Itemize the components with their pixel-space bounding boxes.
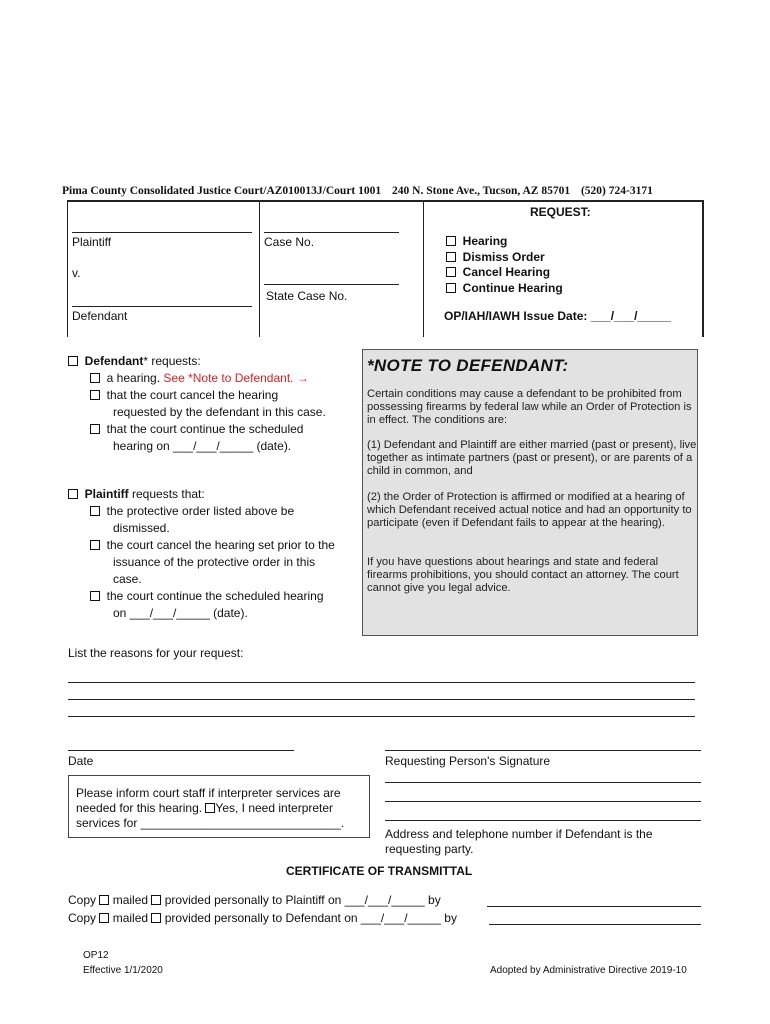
signature-label: Requesting Person's Signature xyxy=(385,754,551,768)
certificate-title: CERTIFICATE OF TRANSMITTAL xyxy=(286,864,473,878)
plaintiff-dismiss-text-2: dismissed. xyxy=(113,521,170,535)
state-case-no-label: State Case No. xyxy=(266,289,348,303)
versus-label: v. xyxy=(72,266,81,280)
defendant-requests: Defendant* requests: xyxy=(68,353,201,370)
court-phone: (520) 724-3171 xyxy=(580,185,653,197)
defendant-mailed-checkbox[interactable] xyxy=(99,913,109,923)
transmittal-plaintiff-row: Copy mailed provided personally to Plaintiff on ___/___/_____ by xyxy=(68,893,441,907)
defendant-personally-checkbox[interactable] xyxy=(151,913,161,923)
reasons-line-1[interactable] xyxy=(68,682,695,683)
case-no-label: Case No. xyxy=(264,235,315,249)
hearing-checkbox[interactable] xyxy=(446,236,456,246)
defendant-requests-checkbox[interactable] xyxy=(68,356,78,366)
interpreter-checkbox[interactable] xyxy=(205,803,215,813)
plaintiff-personally-checkbox[interactable] xyxy=(151,895,161,905)
note-title: *NOTE TO DEFENDANT: xyxy=(367,356,569,375)
request-option-continue[interactable]: Continue Hearing xyxy=(446,281,563,297)
note-paragraph-1: Certain conditions may cause a defendant to be prohibited from possessing firearms by federal law while an Order of Protection is in effect. The conditions are: xyxy=(367,388,692,426)
defendant-cancel-checkbox[interactable] xyxy=(90,390,100,400)
interpreter-text: Please inform court staff if interpreter services are needed for this hearing. Yes, I need interpreter services for ______________________________. xyxy=(76,786,345,830)
plaintiff-mailed-checkbox[interactable] xyxy=(99,895,109,905)
plaintiff-cancel-text-3: case. xyxy=(113,572,142,586)
caption-top-border xyxy=(67,200,703,202)
plaintiff-request-options: the protective order listed above be dismissed. the court cancel the hearing set prior to the issuance of the protective order in this case. the court continue the scheduled hearing on ___/___/_____ (date). xyxy=(90,503,335,622)
plaintiff-cancel-checkbox[interactable] xyxy=(90,540,100,550)
state-case-no-line[interactable] xyxy=(264,284,399,285)
defendant-request-options: a hearing. See *Note to Defendant. → that the court cancel the hearing requested by the defendant in this case. that the court continue the scheduled hearing on ___/___/_____ (date). xyxy=(90,370,326,455)
plaintiff-by-line[interactable] xyxy=(487,906,701,907)
caption-divider-2 xyxy=(423,200,424,337)
effective-date: Effective 1/1/2020 xyxy=(83,965,163,976)
court-header xyxy=(62,185,653,197)
reasons-line-3[interactable] xyxy=(68,716,695,717)
plaintiff-cancel-text-2: issuance of the protective order in this xyxy=(113,555,316,569)
plaintiff-continue-text-2: on ___/___/_____ (date). xyxy=(113,606,248,620)
interpreter-line-3[interactable]: services for ______________________________. xyxy=(76,816,345,830)
note-paragraph-2: (1) Defendant and Plaintiff are either married (past or present), live together as intimate partners (past or present), or are parents of a child in common, and xyxy=(367,439,697,477)
see-note-link: See *Note to Defendant. → xyxy=(163,371,309,385)
plaintiff-requests: Plaintiff requests that: xyxy=(68,486,205,503)
plaintiff-dismiss-checkbox[interactable] xyxy=(90,506,100,516)
address-line-2[interactable] xyxy=(385,801,701,802)
reasons-line-2[interactable] xyxy=(68,699,695,700)
plaintiff-requests-checkbox[interactable] xyxy=(68,489,78,499)
transmittal-defendant-row: Copy mailed provided personally to Defendant on ___/___/_____ by xyxy=(68,911,457,925)
continue-hearing-checkbox[interactable] xyxy=(446,283,456,293)
defendant-label: Defendant xyxy=(72,309,128,323)
address-line-1[interactable] xyxy=(385,782,701,783)
plaintiff-label: Plaintiff xyxy=(72,235,112,249)
defendant-hearing-text: a hearing. xyxy=(106,371,161,385)
form-number: OP12 xyxy=(83,950,109,961)
plaintiff-continue-checkbox[interactable] xyxy=(90,591,100,601)
note-paragraph-3: (2) the Order of Protection is affirmed or modified at a hearing of which Defendant received actual notice and had an opportunity to participate (even if Defendant fails to appear at the hearing). xyxy=(367,491,692,529)
dismiss-order-checkbox[interactable] xyxy=(446,252,456,262)
defendant-continue-checkbox[interactable] xyxy=(90,424,100,434)
court-name: Pima County Consolidated Justice Court/AZ010013J/Court 1001 xyxy=(62,185,382,197)
caption-left-border xyxy=(67,200,68,337)
defendant-by-line[interactable] xyxy=(489,924,701,925)
caption-divider-1 xyxy=(259,200,260,337)
defendant-line[interactable] xyxy=(72,306,252,307)
reasons-label: List the reasons for your request: xyxy=(68,646,244,660)
case-no-line[interactable] xyxy=(264,232,399,233)
defendant-hearing-checkbox[interactable] xyxy=(90,373,100,383)
court-address: 240 N. Stone Ave., Tucson, AZ 85701 xyxy=(392,185,571,197)
address-line-3[interactable] xyxy=(385,820,701,821)
plaintiff-line[interactable] xyxy=(72,232,252,233)
caption-right-border xyxy=(702,200,704,337)
defendant-cancel-text-2: requested by the defendant in this case. xyxy=(113,405,326,419)
request-options xyxy=(446,234,563,296)
defendant-continue-text-2: hearing on ___/___/_____ (date). xyxy=(113,439,292,453)
signature-line[interactable] xyxy=(385,750,701,751)
request-option-hearing[interactable]: Hearing xyxy=(446,234,563,250)
cancel-hearing-checkbox[interactable] xyxy=(446,267,456,277)
adopted-by: Adopted by Administrative Directive 2019-10 xyxy=(490,965,687,976)
address-label: Address and telephone number if Defendant is the requesting party. xyxy=(385,827,653,856)
interpreter-line-1: Please inform court staff if interpreter services are xyxy=(76,786,341,800)
note-paragraph-4: If you have questions about hearings and state and federal firearms prohibitions, you should contact an attorney. The court cannot give you legal advice. xyxy=(367,556,679,594)
request-option-dismiss[interactable]: Dismiss Order xyxy=(446,250,563,266)
request-option-cancel[interactable]: Cancel Hearing xyxy=(446,265,563,281)
date-label: Date xyxy=(68,754,94,768)
date-line[interactable] xyxy=(68,750,294,751)
request-heading: REQUEST: xyxy=(530,205,591,219)
issue-date-label: OP/IAH/IAWH Issue Date: ___/___/_____ xyxy=(444,309,671,323)
